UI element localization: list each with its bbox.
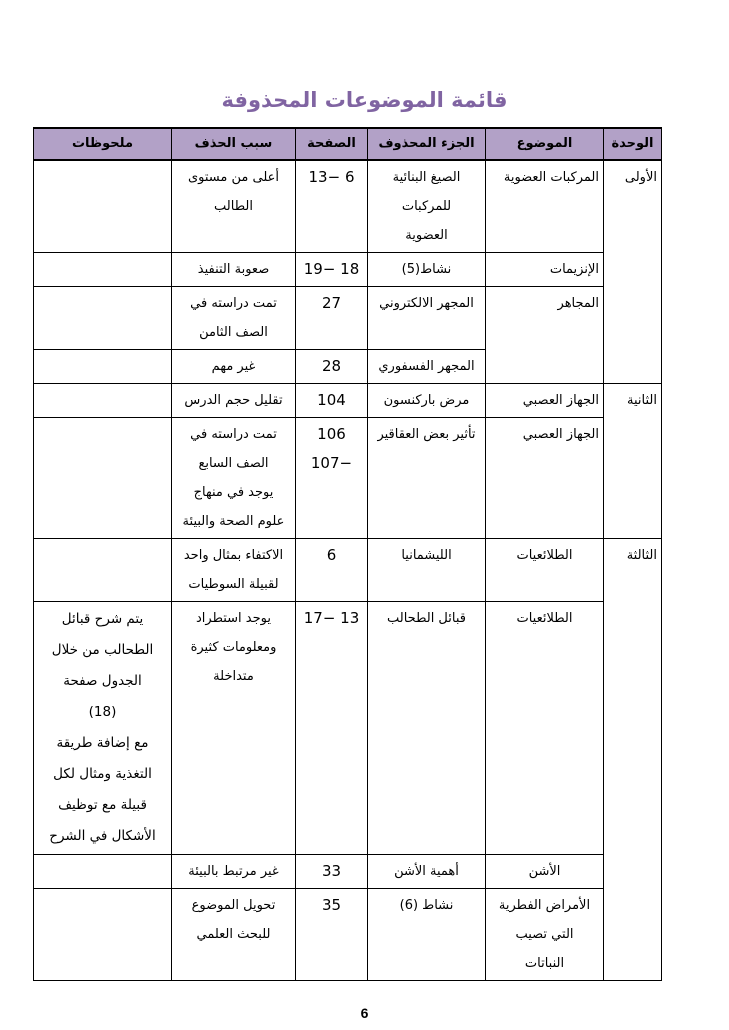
topic-cell: الطلائعيات xyxy=(486,539,604,602)
notes-cell xyxy=(34,889,172,981)
header-reason: سبب الحذف xyxy=(172,128,296,160)
unit-cell: الثانية xyxy=(604,384,662,539)
part-cell: الليشمانيا xyxy=(368,539,486,602)
page-cell: 27 xyxy=(296,287,368,350)
part-cell: تأثير بعض العقاقير xyxy=(368,418,486,539)
header-page: الصفحة xyxy=(296,128,368,160)
unit-cell: الثالثة xyxy=(604,539,662,981)
page-cell: 35 xyxy=(296,889,368,981)
reason-cell: يوجد استطراد ومعلومات كثيرة متداخلة xyxy=(172,602,296,855)
page-cell: 6 −13 xyxy=(296,160,368,253)
topic-cell: الطلائعيات xyxy=(486,602,604,855)
reason-cell: غير مهم xyxy=(172,350,296,384)
part-cell: نشاط(5) xyxy=(368,253,486,287)
notes-cell xyxy=(34,160,172,253)
notes-cell xyxy=(34,350,172,384)
table-row xyxy=(34,602,662,855)
notes-cell xyxy=(34,539,172,602)
part-cell: مرض باركنسون xyxy=(368,384,486,418)
table-row xyxy=(34,855,662,889)
unit-cell: الأولى xyxy=(604,160,662,384)
topic-cell: المجاهر xyxy=(486,287,604,384)
table-row xyxy=(34,889,662,981)
reason-cell: الاكتفاء بمثال واحد لقبيلة السوطيات xyxy=(172,539,296,602)
notes-cell: يتم شرح قبائل الطحالب من خلال الجدول صفحة (18) مع إضافة طريقة التغذية ومثال لكل قبيلة مع توظيف الأشكال في الشرح xyxy=(34,602,172,855)
notes-cell xyxy=(34,253,172,287)
page-cell: 28 xyxy=(296,350,368,384)
page-cell: 106 −107 xyxy=(296,418,368,539)
table-row xyxy=(34,287,662,350)
part-cell: الصيغ البنائية للمركبات العضوية xyxy=(368,160,486,253)
header-unit: الوحدة xyxy=(604,128,662,160)
table-row xyxy=(34,253,662,287)
topic-cell: الجهاز العصبي xyxy=(486,384,604,418)
header-notes: ملحوظات xyxy=(34,128,172,160)
notes-cell xyxy=(34,287,172,350)
reason-cell: صعوبة التنفيذ xyxy=(172,253,296,287)
table-row xyxy=(34,384,662,418)
topic-cell: الجهاز العصبي xyxy=(486,418,604,539)
page-cell: 33 xyxy=(296,855,368,889)
notes-cell xyxy=(34,855,172,889)
table-row xyxy=(34,418,662,539)
reason-cell: غير مرتبط بالبيئة xyxy=(172,855,296,889)
header-topic: الموضوع xyxy=(486,128,604,160)
notes-cell xyxy=(34,384,172,418)
topic-cell: الأمراض الفطرية التي تصيب النباتات xyxy=(486,889,604,981)
part-cell: المجهر الفسفوري xyxy=(368,350,486,384)
part-cell: أهمية الأشن xyxy=(368,855,486,889)
reason-cell: تقليل حجم الدرس xyxy=(172,384,296,418)
page-cell: 6 xyxy=(296,539,368,602)
page-cell: 13 −17 xyxy=(296,602,368,855)
table-header-row xyxy=(34,128,662,160)
reason-cell: تمت دراسته في الصف الثامن xyxy=(172,287,296,350)
reason-cell: تمت دراسته في الصف السابع يوجد في منهاج علوم الصحة والبيئة xyxy=(172,418,296,539)
table-row xyxy=(34,160,662,253)
table-row xyxy=(34,539,662,602)
topic-cell: المركبات العضوية xyxy=(486,160,604,253)
page-title: قائمة الموضوعات المحذوفة xyxy=(221,88,508,112)
page-cell: 104 xyxy=(296,384,368,418)
part-cell: نشاط (6) xyxy=(368,889,486,981)
reason-cell: تحويل الموضوع للبحث العلمي xyxy=(172,889,296,981)
part-cell: قبائل الطحالب xyxy=(368,602,486,855)
notes-cell xyxy=(34,418,172,539)
header-part: الجزء المحذوف xyxy=(368,128,486,160)
topic-cell: الإنزيمات xyxy=(486,253,604,287)
deleted-topics-table xyxy=(33,127,662,981)
page-number: 6 xyxy=(360,1005,369,1021)
reason-cell: أعلى من مستوى الطالب xyxy=(172,160,296,253)
page-cell: 18 −19 xyxy=(296,253,368,287)
topic-cell: الأشن xyxy=(486,855,604,889)
part-cell: المجهر الالكتروني xyxy=(368,287,486,350)
